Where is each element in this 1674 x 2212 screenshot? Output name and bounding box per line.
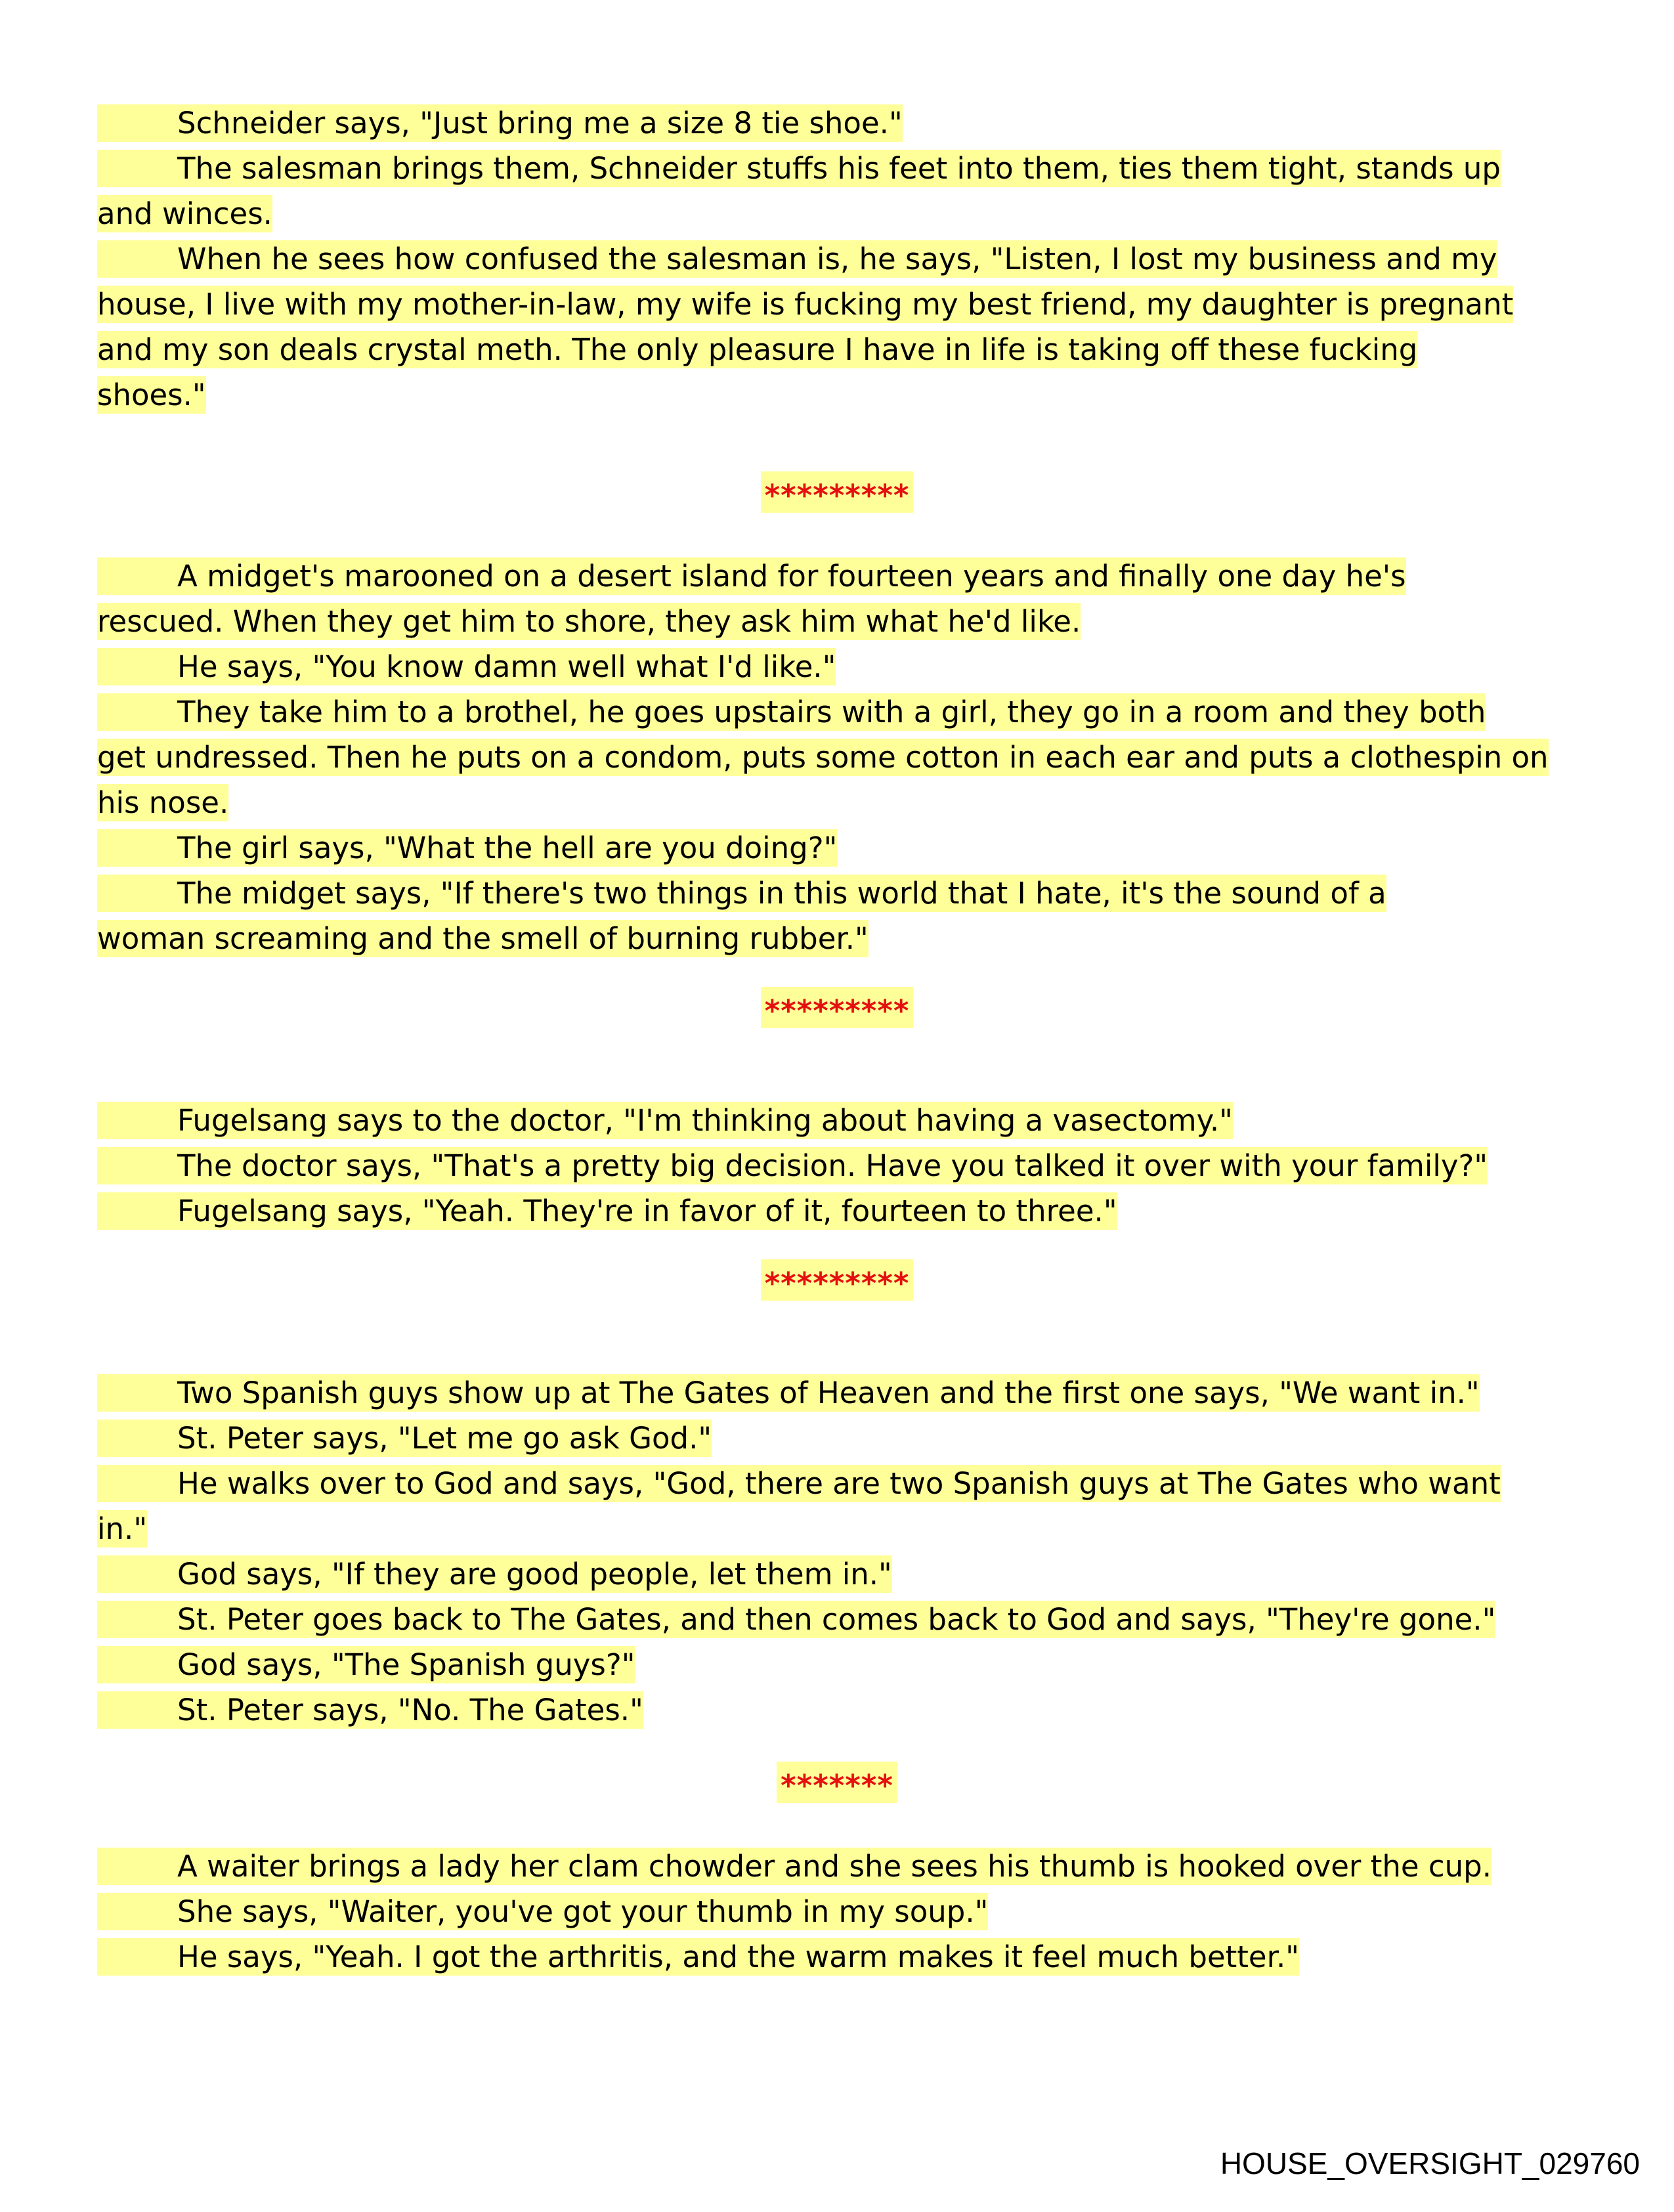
text-line: The salesman brings them, Schneider stuffs his feet into them, ties them tight, stands up [177,151,1501,186]
text-line: When he sees how confused the salesman is, he says, "Listen, I lost my business and my [177,242,1497,276]
text-line: They take him to a brothel, he goes upstairs with a girl, they go in a room and they both [177,695,1486,729]
separator: ********* [0,473,1674,518]
text-line: house, I live with my mother-in-law, my wife is fucking my best friend, my daughter is pregnant [97,287,1514,322]
text-line: She says, "Waiter, you've got your thumb in my soup." [177,1894,989,1929]
text-line: The midget says, "If there's two things in this world that I hate, it's the sound of a [177,876,1386,911]
text-line: St. Peter says, "No. The Gates." [177,1693,643,1727]
text-line: shoes." [97,378,206,412]
text-line: in." [97,1511,148,1546]
text-line: The girl says, "What the hell are you doing?" [177,831,838,865]
text-line: He says, "You know damn well what I'd like." [177,649,836,684]
text-line: God says, "The Spanish guys?" [177,1647,635,1682]
text-line: God says, "If they are good people, let them in." [177,1557,892,1592]
text-line: St. Peter says, "Let me go ask God." [177,1421,712,1456]
bates-number: HOUSE_OVERSIGHT_029760 [1220,2146,1640,2180]
text-line: woman screaming and the smell of burning rubber." [97,921,869,956]
text-line: Fugelsang says to the doctor, "I'm thinking about having a vasectomy." [177,1103,1233,1138]
text-line: get undressed. Then he puts on a condom, puts some cotton in each ear and puts a clothespin on [97,740,1549,775]
text-line: rescued. When they get him to shore, they ask him what he'd like. [97,604,1081,639]
text-line: Schneider says, "Just bring me a size 8 tie shoe." [177,106,903,141]
separator: ******* [0,1763,1674,1808]
text-line: and my son deals crystal meth. The only pleasure I have in life is taking off these fucking [97,332,1418,367]
text-line: A waiter brings a lady her clam chowder and she sees his thumb is hooked over the cup. [177,1849,1492,1884]
text-line: St. Peter goes back to The Gates, and then comes back to God and says, "They're gone." [177,1602,1496,1637]
text-line: He says, "Yeah. I got the arthritis, and the warm makes it feel much better." [177,1940,1299,1974]
text-line: Two Spanish guys show up at The Gates of Heaven and the first one says, "We want in." [177,1376,1480,1410]
text-line: and winces. [97,196,272,231]
separator: ********* [0,988,1674,1033]
text-line: his nose. [97,785,229,820]
separator: ********* [0,1261,1674,1306]
text-line: The doctor says, "That's a pretty big decision. Have you talked it over with your family?" [177,1148,1488,1183]
text-line: A midget's marooned on a desert island for fourteen years and finally one day he's [177,559,1406,594]
text-line: Fugelsang says, "Yeah. They're in favor of it, fourteen to three." [177,1194,1117,1228]
text-line: He walks over to God and says, "God, there are two Spanish guys at The Gates who want [177,1466,1501,1501]
